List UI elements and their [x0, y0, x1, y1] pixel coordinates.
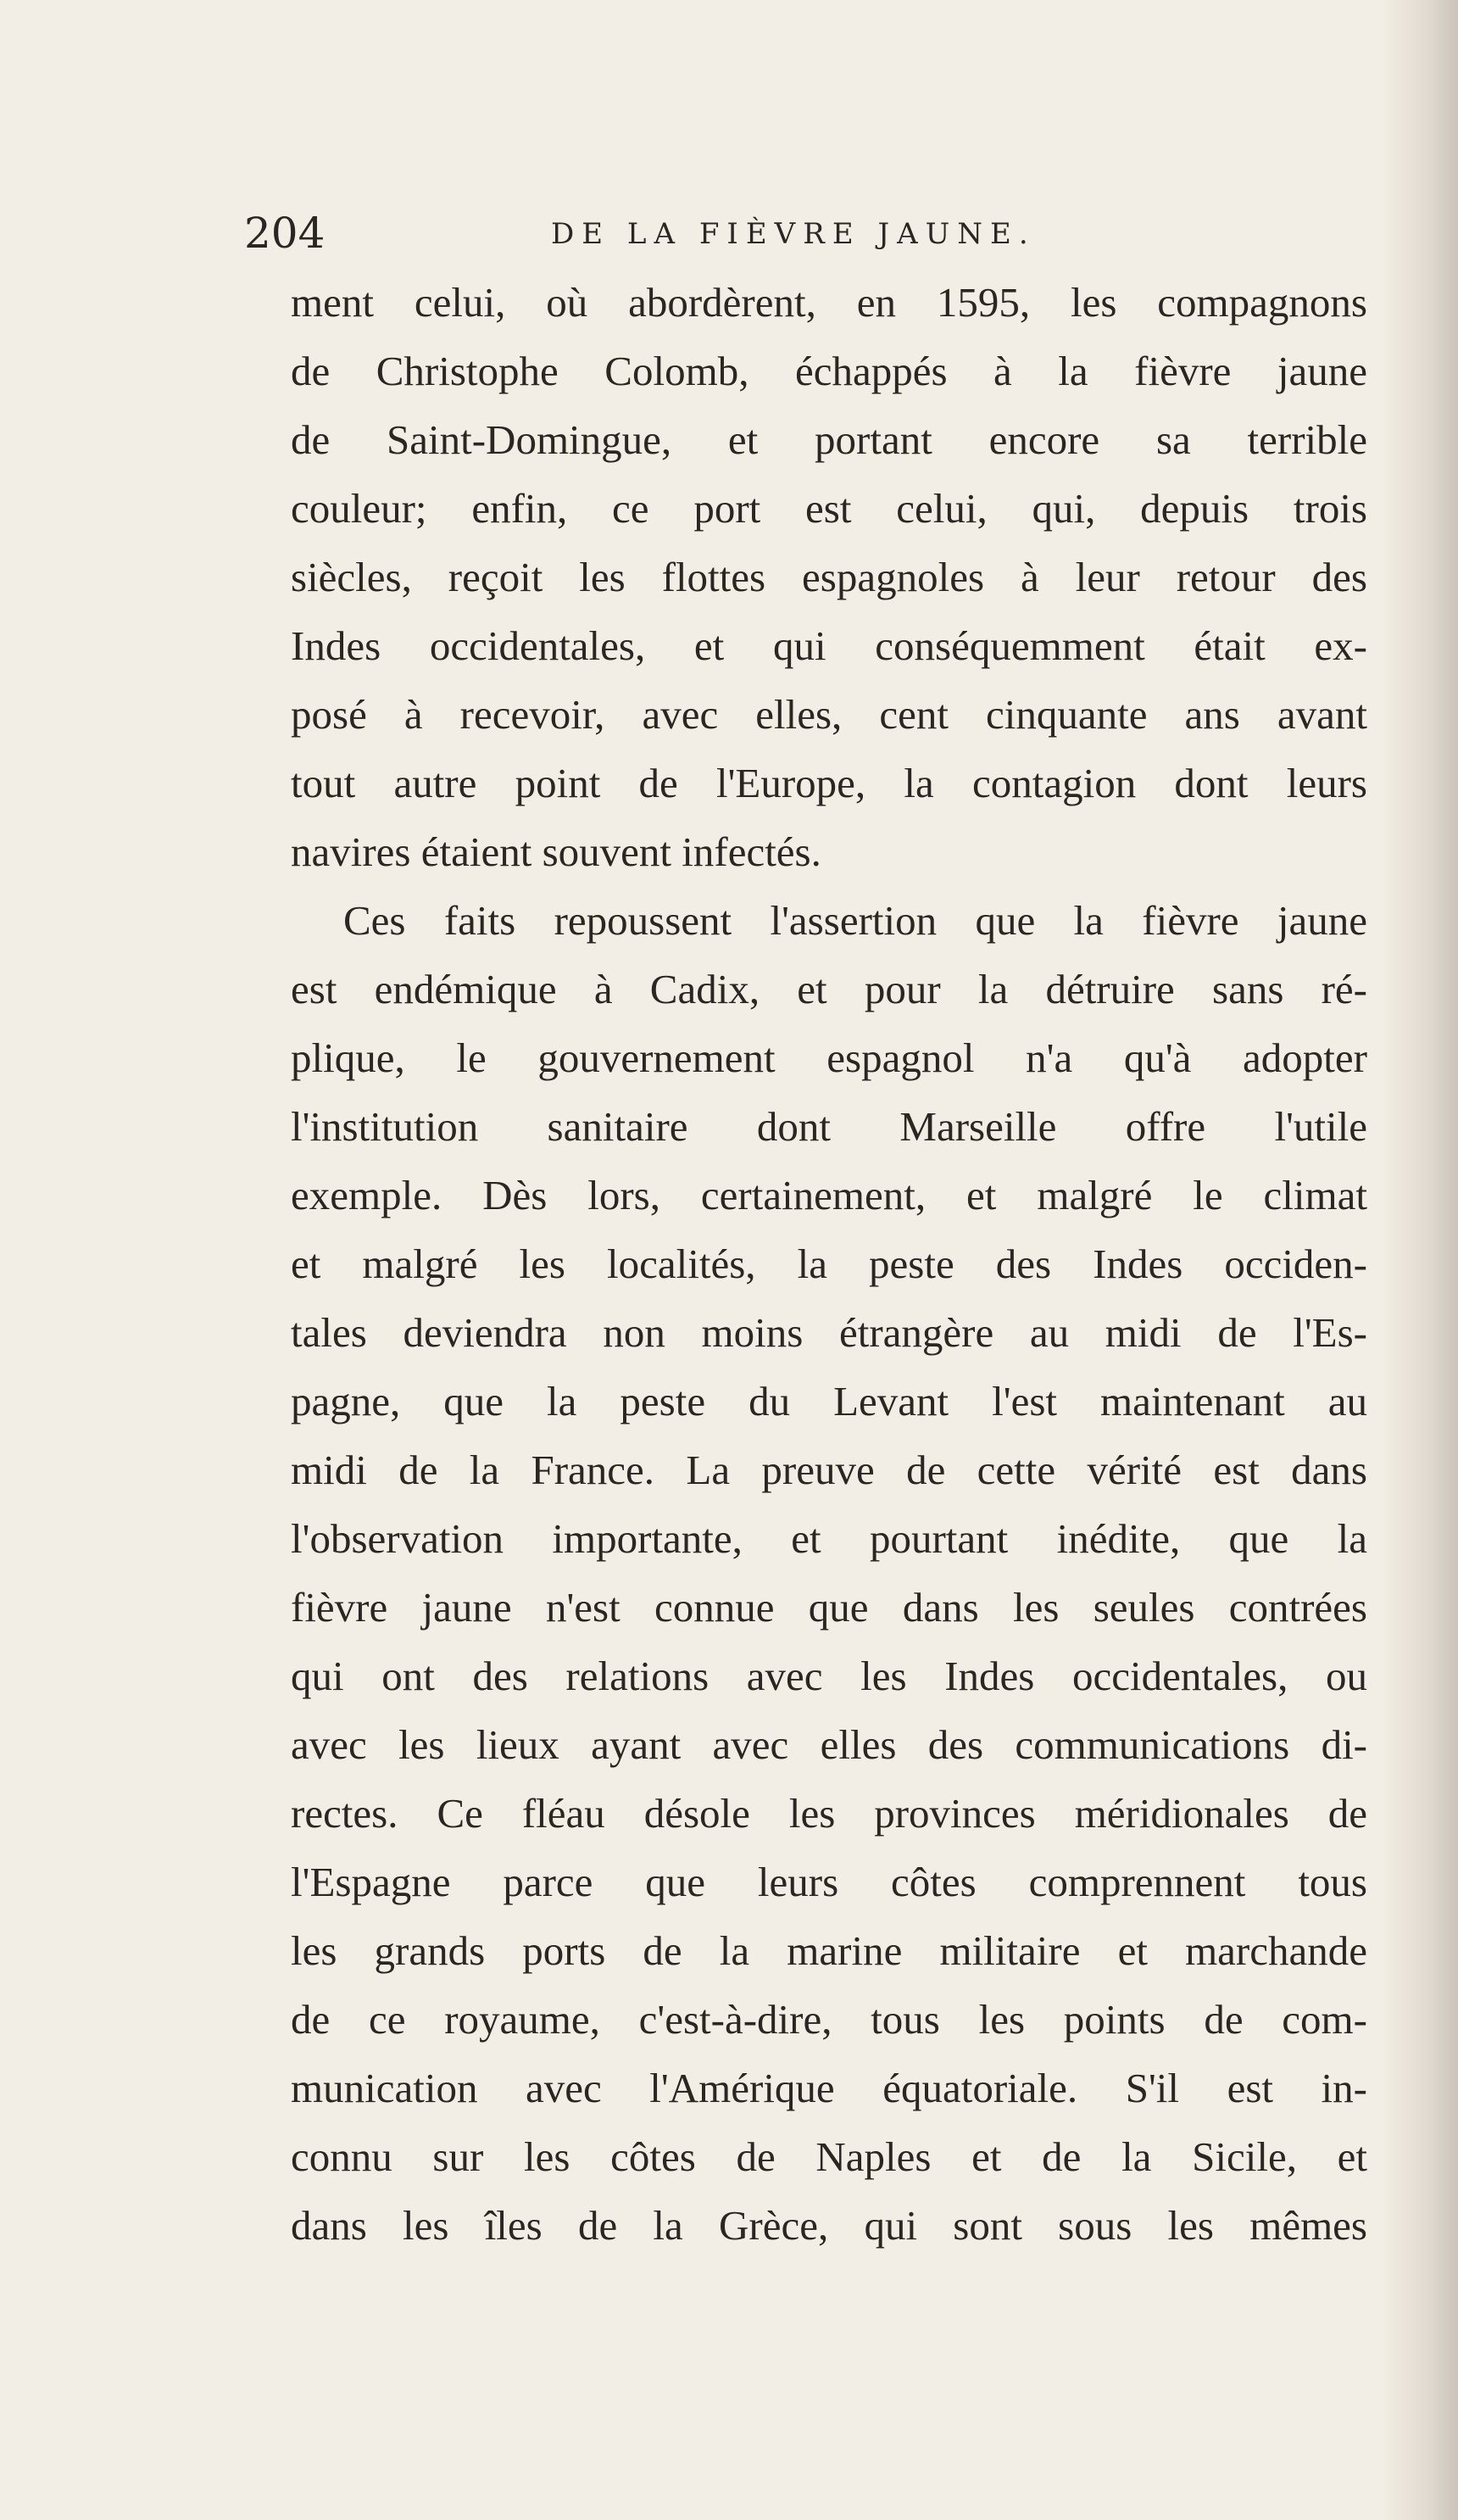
text-line: plique, le gouvernement espagnol n'a qu'à adopter [291, 1034, 1367, 1081]
text-line: qui ont des relations avec les Indes occidentales, ou [291, 1653, 1367, 1699]
text-line: avec les lieux ayant avec elles des communications di- [291, 1721, 1367, 1768]
text-line: midi de la France. La preuve de cette vérité est dans [291, 1447, 1367, 1493]
text-line: munication avec l'Amérique équatoriale. S'il est in- [291, 2065, 1367, 2111]
text-line: dans les îles de la Grèce, qui sont sous les mêmes [291, 2202, 1367, 2249]
text-line: rectes. Ce fléau désole les provinces méridionales de [291, 1790, 1367, 1837]
text-line: navires étaient souvent infectés. [291, 828, 821, 875]
text-line: les grands ports de la marine militaire et marchande [291, 1927, 1367, 1974]
text-line: l'Espagne parce que leurs côtes comprennent tous [291, 1859, 1367, 1905]
text-line: pagne, que la peste du Levant l'est maintenant au [291, 1378, 1367, 1424]
text-line: fièvre jaune n'est connue que dans les seules contrées [291, 1584, 1367, 1631]
text-line: Ces faits repoussent l'assertion que la fièvre jaune [343, 897, 1367, 944]
text-line: couleur; enfin, ce port est celui, qui, depuis trois [291, 485, 1367, 532]
text-line: l'observation importante, et pourtant inédite, que la [291, 1515, 1367, 1562]
text-line: Indes occidentales, et qui conséquemment était ex- [291, 622, 1367, 669]
text-line: tout autre point de l'Europe, la contagion dont leurs [291, 760, 1367, 806]
text-line: de Saint-Domingue, et portant encore sa terrible [291, 416, 1367, 463]
text-line: exemple. Dès lors, certainement, et malgré le climat [291, 1172, 1367, 1218]
text-line: connu sur les côtes de Naples et de la Sicile, et [291, 2133, 1367, 2180]
page-number: 204 [244, 209, 326, 258]
text-line: l'institution sanitaire dont Marseille offre l'utile [291, 1103, 1367, 1150]
text-line: de ce royaume, c'est-à-dire, tous les points de com- [291, 1996, 1367, 2043]
text-line: ment celui, où abordèrent, en 1595, les compagnons [291, 279, 1367, 326]
text-line: et malgré les localités, la peste des Indes occiden- [291, 1240, 1367, 1287]
text-line: est endémique à Cadix, et pour la détruire sans ré- [291, 966, 1367, 1012]
body-text [291, 268, 1367, 2260]
text-line: posé à recevoir, avec elles, cent cinquante ans avant [291, 691, 1367, 738]
text-line: de Christophe Colomb, échappés à la fièvre jaune [291, 348, 1367, 394]
paragraph-2 [291, 886, 1367, 2260]
binding-shadow [1382, 0, 1458, 2520]
running-head [229, 203, 1365, 263]
text-line: tales deviendra non moins étrangère au midi de l'Es- [291, 1309, 1367, 1356]
running-head-title: DE LA FIÈVRE JAUNE. [551, 217, 1036, 251]
paragraph-1 [291, 268, 1367, 886]
text-line: siècles, reçoit les flottes espagnoles à leur retour des [291, 554, 1367, 600]
